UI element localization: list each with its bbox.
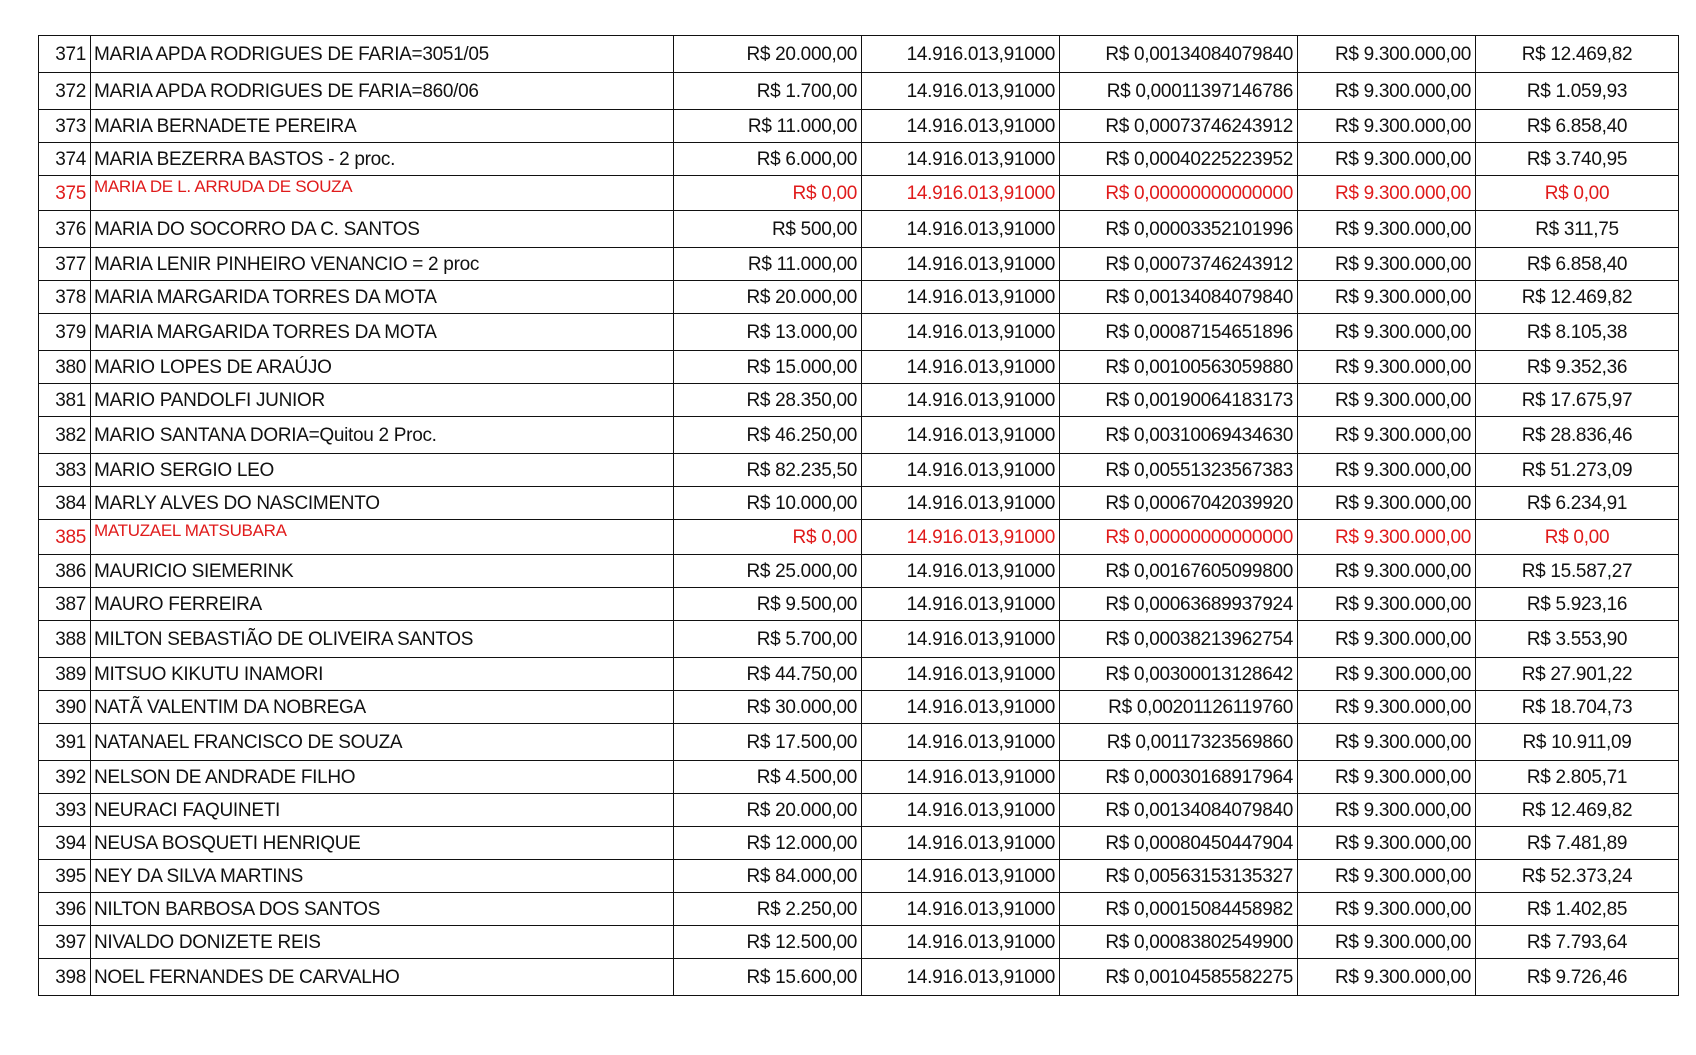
credit-value-cell: R$ 6.000,00 <box>674 143 862 176</box>
proportion-index-cell: R$ 0,00040225223952 <box>1060 143 1298 176</box>
table-row <box>39 417 1679 454</box>
creditor-name-cell: NIVALDO DONIZETE REIS <box>91 926 674 959</box>
creditor-name-cell: NELSON DE ANDRADE FILHO <box>91 761 674 794</box>
total-base-cell: 14.916.013,91000 <box>862 281 1060 314</box>
proportion-index-cell: R$ 0,00030168917964 <box>1060 761 1298 794</box>
total-base-cell: 14.916.013,91000 <box>862 658 1060 691</box>
allocated-amount-cell: R$ 0,00 <box>1476 176 1679 211</box>
credit-value-cell: R$ 25.000,00 <box>674 555 862 588</box>
credit-value-cell: R$ 10.000,00 <box>674 487 862 520</box>
table-row <box>39 351 1679 384</box>
table-row <box>39 691 1679 724</box>
allocated-amount-cell: R$ 9.352,36 <box>1476 351 1679 384</box>
allocated-amount-cell: R$ 6.858,40 <box>1476 248 1679 281</box>
total-base-cell: 14.916.013,91000 <box>862 724 1060 761</box>
row-number-cell: 390 <box>39 691 91 724</box>
allocated-amount-cell: R$ 6.858,40 <box>1476 110 1679 143</box>
proportion-index-cell: R$ 0,00134084079840 <box>1060 36 1298 73</box>
total-base-cell: 14.916.013,91000 <box>862 555 1060 588</box>
creditor-name-cell: MARIO SANTANA DORIA=Quitou 2 Proc. <box>91 417 674 454</box>
table-row <box>39 658 1679 691</box>
table-row <box>39 143 1679 176</box>
total-amount-cell: R$ 9.300.000,00 <box>1298 926 1476 959</box>
allocated-amount-cell: R$ 27.901,22 <box>1476 658 1679 691</box>
row-number-cell: 371 <box>39 36 91 73</box>
row-number-cell: 372 <box>39 73 91 110</box>
allocated-amount-cell: R$ 2.805,71 <box>1476 761 1679 794</box>
proportion-index-cell: R$ 0,00003352101996 <box>1060 211 1298 248</box>
table-row <box>39 314 1679 351</box>
total-base-cell: 14.916.013,91000 <box>862 520 1060 555</box>
total-amount-cell: R$ 9.300.000,00 <box>1298 73 1476 110</box>
row-number-cell: 382 <box>39 417 91 454</box>
credit-value-cell: R$ 84.000,00 <box>674 860 862 893</box>
total-base-cell: 14.916.013,91000 <box>862 211 1060 248</box>
row-number-cell: 387 <box>39 588 91 621</box>
credit-value-cell: R$ 1.700,00 <box>674 73 862 110</box>
total-amount-cell: R$ 9.300.000,00 <box>1298 893 1476 926</box>
proportion-index-cell: R$ 0,00310069434630 <box>1060 417 1298 454</box>
credit-value-cell: R$ 20.000,00 <box>674 281 862 314</box>
allocated-amount-cell: R$ 28.836,46 <box>1476 417 1679 454</box>
total-base-cell: 14.916.013,91000 <box>862 691 1060 724</box>
credit-value-cell: R$ 13.000,00 <box>674 314 862 351</box>
allocated-amount-cell: R$ 51.273,09 <box>1476 454 1679 487</box>
row-number-cell: 389 <box>39 658 91 691</box>
credit-value-cell: R$ 82.235,50 <box>674 454 862 487</box>
total-base-cell: 14.916.013,91000 <box>862 588 1060 621</box>
total-amount-cell: R$ 9.300.000,00 <box>1298 351 1476 384</box>
creditor-name-cell: MARIA DE L. ARRUDA DE SOUZA <box>91 176 674 211</box>
row-number-cell: 386 <box>39 555 91 588</box>
total-amount-cell: R$ 9.300.000,00 <box>1298 417 1476 454</box>
table-row <box>39 248 1679 281</box>
total-base-cell: 14.916.013,91000 <box>862 314 1060 351</box>
credit-value-cell: R$ 0,00 <box>674 176 862 211</box>
row-number-cell: 393 <box>39 794 91 827</box>
table-row <box>39 860 1679 893</box>
proportion-index-cell: R$ 0,00087154651896 <box>1060 314 1298 351</box>
allocated-amount-cell: R$ 7.481,89 <box>1476 827 1679 860</box>
creditor-name-cell: NOEL FERNANDES DE CARVALHO <box>91 959 674 996</box>
allocated-amount-cell: R$ 7.793,64 <box>1476 926 1679 959</box>
table-row <box>39 893 1679 926</box>
proportion-index-cell: R$ 0,00134084079840 <box>1060 794 1298 827</box>
total-base-cell: 14.916.013,91000 <box>862 926 1060 959</box>
table-row <box>39 384 1679 417</box>
credit-value-cell: R$ 0,00 <box>674 520 862 555</box>
total-base-cell: 14.916.013,91000 <box>862 36 1060 73</box>
table-row <box>39 520 1679 555</box>
credit-value-cell: R$ 12.500,00 <box>674 926 862 959</box>
creditor-name-cell: MARIA APDA RODRIGUES DE FARIA=3051/05 <box>91 36 674 73</box>
proportion-index-cell: R$ 0,00011397146786 <box>1060 73 1298 110</box>
total-amount-cell: R$ 9.300.000,00 <box>1298 487 1476 520</box>
creditor-name-cell: NEURACI FAQUINETI <box>91 794 674 827</box>
allocated-amount-cell: R$ 311,75 <box>1476 211 1679 248</box>
total-amount-cell: R$ 9.300.000,00 <box>1298 281 1476 314</box>
total-base-cell: 14.916.013,91000 <box>862 621 1060 658</box>
creditor-table <box>38 35 1679 996</box>
table-row <box>39 794 1679 827</box>
creditor-name-cell: MARLY ALVES DO NASCIMENTO <box>91 487 674 520</box>
allocated-amount-cell: R$ 0,00 <box>1476 520 1679 555</box>
row-number-cell: 397 <box>39 926 91 959</box>
proportion-index-cell: R$ 0,00083802549900 <box>1060 926 1298 959</box>
creditor-name-cell: MILTON SEBASTIÃO DE OLIVEIRA SANTOS <box>91 621 674 658</box>
proportion-index-cell: R$ 0,00000000000000 <box>1060 520 1298 555</box>
proportion-index-cell: R$ 0,00073746243912 <box>1060 110 1298 143</box>
total-base-cell: 14.916.013,91000 <box>862 248 1060 281</box>
allocated-amount-cell: R$ 3.553,90 <box>1476 621 1679 658</box>
total-base-cell: 14.916.013,91000 <box>862 454 1060 487</box>
creditor-name-cell: MATUZAEL MATSUBARA <box>91 520 674 555</box>
total-base-cell: 14.916.013,91000 <box>862 73 1060 110</box>
credit-value-cell: R$ 4.500,00 <box>674 761 862 794</box>
table-row <box>39 281 1679 314</box>
allocated-amount-cell: R$ 12.469,82 <box>1476 281 1679 314</box>
total-base-cell: 14.916.013,91000 <box>862 893 1060 926</box>
creditor-name-cell: MAURICIO SIEMERINK <box>91 555 674 588</box>
row-number-cell: 391 <box>39 724 91 761</box>
total-amount-cell: R$ 9.300.000,00 <box>1298 794 1476 827</box>
total-amount-cell: R$ 9.300.000,00 <box>1298 520 1476 555</box>
row-number-cell: 373 <box>39 110 91 143</box>
proportion-index-cell: R$ 0,00300013128642 <box>1060 658 1298 691</box>
table-row <box>39 110 1679 143</box>
total-amount-cell: R$ 9.300.000,00 <box>1298 827 1476 860</box>
total-base-cell: 14.916.013,91000 <box>862 959 1060 996</box>
allocated-amount-cell: R$ 9.726,46 <box>1476 959 1679 996</box>
row-number-cell: 392 <box>39 761 91 794</box>
row-number-cell: 381 <box>39 384 91 417</box>
table-row <box>39 588 1679 621</box>
creditor-name-cell: MARIO PANDOLFI JUNIOR <box>91 384 674 417</box>
creditor-name-cell: MARIO LOPES DE ARAÚJO <box>91 351 674 384</box>
table-row <box>39 959 1679 996</box>
proportion-index-cell: R$ 0,00117323569860 <box>1060 724 1298 761</box>
allocated-amount-cell: R$ 12.469,82 <box>1476 36 1679 73</box>
total-amount-cell: R$ 9.300.000,00 <box>1298 959 1476 996</box>
creditor-name-cell: MARIA MARGARIDA TORRES DA MOTA <box>91 281 674 314</box>
total-base-cell: 14.916.013,91000 <box>862 487 1060 520</box>
allocated-amount-cell: R$ 1.402,85 <box>1476 893 1679 926</box>
credit-value-cell: R$ 20.000,00 <box>674 794 862 827</box>
table-row <box>39 73 1679 110</box>
total-base-cell: 14.916.013,91000 <box>862 794 1060 827</box>
row-number-cell: 380 <box>39 351 91 384</box>
credit-value-cell: R$ 15.000,00 <box>674 351 862 384</box>
total-base-cell: 14.916.013,91000 <box>862 351 1060 384</box>
creditor-name-cell: MAURO FERREIRA <box>91 588 674 621</box>
table-row <box>39 454 1679 487</box>
credit-value-cell: R$ 44.750,00 <box>674 658 862 691</box>
row-number-cell: 394 <box>39 827 91 860</box>
total-amount-cell: R$ 9.300.000,00 <box>1298 860 1476 893</box>
total-amount-cell: R$ 9.300.000,00 <box>1298 658 1476 691</box>
creditor-name-cell: MARIA DO SOCORRO DA C. SANTOS <box>91 211 674 248</box>
total-amount-cell: R$ 9.300.000,00 <box>1298 555 1476 588</box>
row-number-cell: 384 <box>39 487 91 520</box>
table-row <box>39 761 1679 794</box>
allocated-amount-cell: R$ 3.740,95 <box>1476 143 1679 176</box>
row-number-cell: 374 <box>39 143 91 176</box>
total-amount-cell: R$ 9.300.000,00 <box>1298 211 1476 248</box>
total-amount-cell: R$ 9.300.000,00 <box>1298 454 1476 487</box>
credit-value-cell: R$ 5.700,00 <box>674 621 862 658</box>
row-number-cell: 376 <box>39 211 91 248</box>
table-row <box>39 36 1679 73</box>
total-base-cell: 14.916.013,91000 <box>862 143 1060 176</box>
row-number-cell: 379 <box>39 314 91 351</box>
credit-value-cell: R$ 46.250,00 <box>674 417 862 454</box>
allocated-amount-cell: R$ 17.675,97 <box>1476 384 1679 417</box>
total-base-cell: 14.916.013,91000 <box>862 384 1060 417</box>
proportion-index-cell: R$ 0,00134084079840 <box>1060 281 1298 314</box>
creditor-name-cell: NEUSA BOSQUETI HENRIQUE <box>91 827 674 860</box>
credit-value-cell: R$ 17.500,00 <box>674 724 862 761</box>
row-number-cell: 395 <box>39 860 91 893</box>
creditor-name-cell: NEY DA SILVA MARTINS <box>91 860 674 893</box>
credit-value-cell: R$ 500,00 <box>674 211 862 248</box>
credit-value-cell: R$ 15.600,00 <box>674 959 862 996</box>
allocated-amount-cell: R$ 15.587,27 <box>1476 555 1679 588</box>
proportion-index-cell: R$ 0,00038213962754 <box>1060 621 1298 658</box>
row-number-cell: 377 <box>39 248 91 281</box>
creditor-name-cell: NATANAEL FRANCISCO DE SOUZA <box>91 724 674 761</box>
total-amount-cell: R$ 9.300.000,00 <box>1298 314 1476 351</box>
credit-value-cell: R$ 9.500,00 <box>674 588 862 621</box>
allocated-amount-cell: R$ 5.923,16 <box>1476 588 1679 621</box>
table-row <box>39 621 1679 658</box>
creditor-name-cell: MARIA LENIR PINHEIRO VENANCIO = 2 proc <box>91 248 674 281</box>
total-amount-cell: R$ 9.300.000,00 <box>1298 384 1476 417</box>
proportion-index-cell: R$ 0,00190064183173 <box>1060 384 1298 417</box>
total-amount-cell: R$ 9.300.000,00 <box>1298 248 1476 281</box>
credit-value-cell: R$ 28.350,00 <box>674 384 862 417</box>
proportion-index-cell: R$ 0,00063689937924 <box>1060 588 1298 621</box>
proportion-index-cell: R$ 0,00000000000000 <box>1060 176 1298 211</box>
row-number-cell: 398 <box>39 959 91 996</box>
creditor-name-cell: MARIA BEZERRA BASTOS - 2 proc. <box>91 143 674 176</box>
allocated-amount-cell: R$ 6.234,91 <box>1476 487 1679 520</box>
creditor-name-cell: MARIO SERGIO LEO <box>91 454 674 487</box>
proportion-index-cell: R$ 0,00563153135327 <box>1060 860 1298 893</box>
total-amount-cell: R$ 9.300.000,00 <box>1298 621 1476 658</box>
table-row <box>39 487 1679 520</box>
allocated-amount-cell: R$ 8.105,38 <box>1476 314 1679 351</box>
proportion-index-cell: R$ 0,00551323567383 <box>1060 454 1298 487</box>
row-number-cell: 378 <box>39 281 91 314</box>
creditor-name-cell: MARIA APDA RODRIGUES DE FARIA=860/06 <box>91 73 674 110</box>
table-row <box>39 827 1679 860</box>
table-row <box>39 926 1679 959</box>
total-base-cell: 14.916.013,91000 <box>862 417 1060 454</box>
proportion-index-cell: R$ 0,00167605099800 <box>1060 555 1298 588</box>
creditor-name-cell: NATÃ VALENTIM DA NOBREGA <box>91 691 674 724</box>
total-amount-cell: R$ 9.300.000,00 <box>1298 691 1476 724</box>
credit-value-cell: R$ 11.000,00 <box>674 248 862 281</box>
credit-value-cell: R$ 30.000,00 <box>674 691 862 724</box>
row-number-cell: 385 <box>39 520 91 555</box>
total-amount-cell: R$ 9.300.000,00 <box>1298 110 1476 143</box>
row-number-cell: 388 <box>39 621 91 658</box>
allocated-amount-cell: R$ 10.911,09 <box>1476 724 1679 761</box>
row-number-cell: 383 <box>39 454 91 487</box>
row-number-cell: 396 <box>39 893 91 926</box>
proportion-index-cell: R$ 0,00073746243912 <box>1060 248 1298 281</box>
allocated-amount-cell: R$ 52.373,24 <box>1476 860 1679 893</box>
proportion-index-cell: R$ 0,00104585582275 <box>1060 959 1298 996</box>
allocated-amount-cell: R$ 12.469,82 <box>1476 794 1679 827</box>
allocated-amount-cell: R$ 18.704,73 <box>1476 691 1679 724</box>
table-row <box>39 176 1679 211</box>
creditor-name-cell: NILTON BARBOSA DOS SANTOS <box>91 893 674 926</box>
total-base-cell: 14.916.013,91000 <box>862 761 1060 794</box>
total-amount-cell: R$ 9.300.000,00 <box>1298 176 1476 211</box>
credit-value-cell: R$ 20.000,00 <box>674 36 862 73</box>
table-body <box>39 36 1679 996</box>
total-base-cell: 14.916.013,91000 <box>862 110 1060 143</box>
table-row <box>39 211 1679 248</box>
credit-value-cell: R$ 2.250,00 <box>674 893 862 926</box>
total-base-cell: 14.916.013,91000 <box>862 176 1060 211</box>
credit-value-cell: R$ 12.000,00 <box>674 827 862 860</box>
total-amount-cell: R$ 9.300.000,00 <box>1298 143 1476 176</box>
allocated-amount-cell: R$ 1.059,93 <box>1476 73 1679 110</box>
row-number-cell: 375 <box>39 176 91 211</box>
credit-value-cell: R$ 11.000,00 <box>674 110 862 143</box>
creditor-name-cell: MITSUO KIKUTU INAMORI <box>91 658 674 691</box>
table-row <box>39 555 1679 588</box>
proportion-index-cell: R$ 0,00067042039920 <box>1060 487 1298 520</box>
proportion-index-cell: R$ 0,00015084458982 <box>1060 893 1298 926</box>
creditor-name-cell: MARIA BERNADETE PEREIRA <box>91 110 674 143</box>
total-base-cell: 14.916.013,91000 <box>862 860 1060 893</box>
total-amount-cell: R$ 9.300.000,00 <box>1298 761 1476 794</box>
total-amount-cell: R$ 9.300.000,00 <box>1298 588 1476 621</box>
creditor-name-cell: MARIA MARGARIDA TORRES DA MOTA <box>91 314 674 351</box>
total-amount-cell: R$ 9.300.000,00 <box>1298 36 1476 73</box>
proportion-index-cell: R$ 0,00100563059880 <box>1060 351 1298 384</box>
proportion-index-cell: R$ 0,00201126119760 <box>1060 691 1298 724</box>
table-row <box>39 724 1679 761</box>
total-amount-cell: R$ 9.300.000,00 <box>1298 724 1476 761</box>
total-base-cell: 14.916.013,91000 <box>862 827 1060 860</box>
proportion-index-cell: R$ 0,00080450447904 <box>1060 827 1298 860</box>
